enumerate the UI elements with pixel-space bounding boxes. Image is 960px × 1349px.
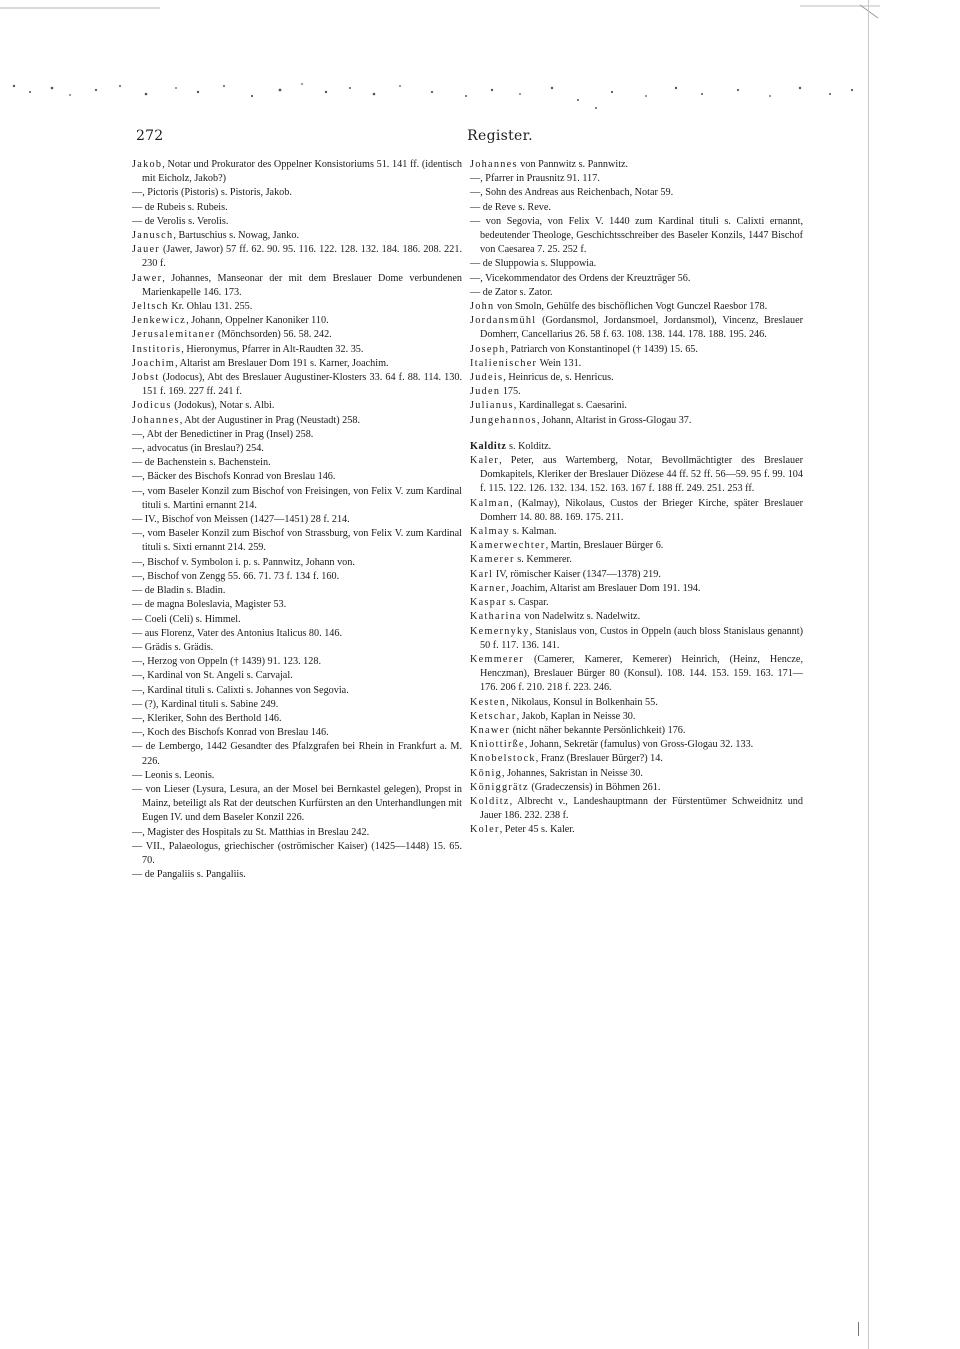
index-entry <box>132 470 462 484</box>
entry-lemma: Kniottirße <box>470 739 525 751</box>
entry-text: , Jakob, Kaplan in Neisse 30. <box>516 710 636 722</box>
entry-lemma: Jenkewicz <box>132 315 187 327</box>
index-entry <box>470 625 803 653</box>
entry-text: — de Bladin s. Bladin. <box>132 585 226 597</box>
entry-lemma: Jakob <box>132 159 163 170</box>
entry-text: — Leonis s. Leonis. <box>132 769 215 781</box>
entry-text: —, vom Baseler Konzil zum Bischof von Strassburg, von Felix V. zum Kardinal tituli s. Sixti ernannt 214. 259. <box>132 528 462 554</box>
scan-edge-line <box>868 0 869 1349</box>
entry-text: — VII., Palaeologus, griechischer (oströmischer Kaiser) (1425—1448) 15. 65. 70. <box>132 840 462 866</box>
index-entry <box>470 653 803 696</box>
entry-text: (Jodocus), Abt des Breslauer Augustiner-Klosters 33. 64 f. 88. 114. 130. 151 f. 169. 227 ff. 241 f. <box>142 372 462 398</box>
entry-text: (Gordansmol, Jordansmoel, Jordansmol), Vincenz, Breslauer Domherr, Cancellarius 26. 58 f. 63. 108. 138. 144. 178. 188. 195. 246. <box>480 315 803 341</box>
index-entry <box>470 596 803 610</box>
index-entry <box>132 343 462 357</box>
index-entry <box>470 497 803 525</box>
entry-text: — Grädis s. Grädis. <box>132 641 214 653</box>
index-entry <box>132 712 462 726</box>
entry-text: — von Lieser (Lysura, Lesura, an der Mosel bei Bernkastel gelegen), Propst in Mainz, beteiligt als Rat der deutschen Kurfürsten an den Unterhandlungen mit Eugen IV. und dem Baseler Konzil 226. <box>132 783 462 824</box>
index-entry <box>132 868 462 882</box>
entry-lemma: Ketschar <box>470 710 517 722</box>
entry-lemma: Knobelstock <box>470 753 536 765</box>
index-entry <box>132 442 462 456</box>
entry-lemma: Juden <box>470 386 501 398</box>
index-entry <box>470 454 803 497</box>
index-entry <box>470 525 803 539</box>
entry-text: —, advocatus (in Breslau?) 254. <box>132 443 264 455</box>
entry-text: — de Reve s. Reve. <box>470 201 551 213</box>
entry-lemma: Katharina <box>470 611 522 623</box>
entry-lemma: Janusch <box>132 230 174 242</box>
index-entry <box>132 769 462 783</box>
entry-text: , Hieronymus, Pfarrer in Alt-Raudten 32. 35. <box>181 343 364 355</box>
index-entry <box>470 710 803 724</box>
index-entry <box>132 726 462 740</box>
entry-text: — de Lembergo, 1442 Gesandter des Pfalzgrafen bei Rhein in Frankfurt a. M. 226. <box>132 741 462 767</box>
entry-text: — de Sluppowia s. Sluppowia. <box>470 258 597 270</box>
entry-lemma: Jerusalemitaner <box>132 329 216 341</box>
index-entry <box>470 795 803 823</box>
entry-lemma: Kalmay <box>470 526 511 538</box>
index-entry <box>470 738 803 752</box>
entry-text: , Peter 45 s. Kaler. <box>499 824 575 836</box>
entry-lemma: Jungehannos <box>470 414 537 426</box>
entry-lemma: Joseph <box>470 343 506 355</box>
entry-text: (Jodokus), Notar s. Albi. <box>171 400 275 412</box>
index-entry <box>470 752 803 766</box>
entry-text: —, Bischof v. Symbolon i. p. s. Pannwitz, Johann von. <box>132 556 355 568</box>
index-entry <box>470 385 803 399</box>
entry-lemma: Kesten <box>470 696 507 708</box>
index-entry <box>132 428 462 442</box>
entry-text: , Johann, Sekretär (famulus) von Gross-Glogau 32. 133. <box>524 739 754 751</box>
entry-text: , Johann, Oppelner Kanoniker 110. <box>186 315 329 327</box>
index-entry <box>132 570 462 584</box>
entry-text: — Coeli (Celi) s. Himmel. <box>132 613 241 625</box>
entry-lemma: Kalditz <box>470 440 507 452</box>
entry-text: , Abt der Augustiner in Prag (Neustadt) 258. <box>179 414 360 426</box>
index-entry <box>470 314 803 342</box>
entry-lemma: Kōnig <box>470 767 502 779</box>
entry-lemma: Kolditz <box>470 795 510 807</box>
entry-text: —, Abt der Benedictiner in Prag (Insel) 258. <box>132 428 314 440</box>
entry-text: , Heinricus de, s. Henricus. <box>503 372 614 384</box>
entry-lemma: Karl <box>470 568 494 580</box>
entry-lemma: Kaler <box>470 455 500 467</box>
index-entry <box>470 272 803 286</box>
entry-lemma: Joachim <box>132 357 176 369</box>
entry-lemma: Karner <box>470 582 507 594</box>
index-entry <box>132 201 462 215</box>
index-entry <box>470 257 803 271</box>
entry-lemma: Italienischer <box>470 357 538 369</box>
entry-text: , Notar und Prokurator des Oppelner Konsistoriums 51. 141 ff. (identisch mit Eicholz, Jakob?) <box>142 159 462 185</box>
entry-lemma: Jobst <box>132 372 160 384</box>
entry-lemma: Jodicus <box>132 400 172 412</box>
scan-noise-band <box>0 0 960 140</box>
index-entry <box>470 767 803 781</box>
index-entry <box>132 243 462 271</box>
index-entry <box>470 568 803 582</box>
entry-text: , Stanislaus von, Custos in Oppeln (auch bloss Stanislaus genannt) 50 f. 117. 136. 141. <box>480 625 803 651</box>
entry-text: (nicht näher bekannte Persönlichkeit) 176. <box>510 724 686 736</box>
entry-text: von Pannwitz s. Pannwitz. <box>517 159 629 170</box>
entry-text: , Patriarch von Konstantinopel († 1439) 15. 65. <box>505 343 698 355</box>
entry-text: s. Caspar. <box>506 597 549 609</box>
entry-lemma: Koler <box>470 824 500 836</box>
index-entry <box>132 158 462 186</box>
index-entry <box>470 357 803 371</box>
entry-text: — (?), Kardinal tituli s. Sabine 249. <box>132 698 279 710</box>
index-entry <box>132 655 462 669</box>
entry-text: (Gradeczensis) in Böhmen 261. <box>528 781 661 793</box>
entry-text: —, Kardinal tituli s. Calixti s. Johannes von Segovia. <box>132 684 349 696</box>
index-entry <box>132 840 462 868</box>
entry-lemma: Knawer <box>470 724 511 736</box>
entry-lemma: Jordansmühl <box>470 315 537 327</box>
index-entry <box>132 186 462 200</box>
index-entry <box>132 399 462 413</box>
entry-text: s. Kalman. <box>510 526 557 538</box>
index-entry <box>132 527 462 555</box>
index-entry <box>470 286 803 300</box>
entry-lemma: Johannes <box>132 414 180 426</box>
entry-text: — de Bachenstein s. Bachenstein. <box>132 457 271 469</box>
entry-text: von Smoln, Gehülfe des bischöflichen Vogt Gunczel Raesbor 178. <box>494 301 768 313</box>
entry-lemma: Julianus <box>470 400 514 412</box>
entry-lemma: Kaspar <box>470 597 507 609</box>
entry-text: , Johannes, Manseonar der mit dem Breslauer Dome verbundenen Marienkapelle 146. 173. <box>142 272 462 298</box>
entry-text: — aus Florenz, Vater des Antonius Italicus 80. 146. <box>132 627 343 639</box>
index-entry <box>470 343 803 357</box>
entry-text: , Kardinallegat s. Caesarini. <box>513 400 627 412</box>
entry-text: —, Kardinal von St. Angeli s. Carvajal. <box>132 670 293 682</box>
index-entry <box>132 584 462 598</box>
index-entry <box>132 485 462 513</box>
entry-text: s. Kolditz. <box>506 440 552 452</box>
index-entry <box>132 641 462 655</box>
entry-lemma: Kamerer <box>470 554 515 566</box>
entry-text: —, Vicekommendator des Ordens der Kreuzträger 56. <box>470 272 691 284</box>
entry-text: Wein 131. <box>537 357 582 369</box>
entry-lemma: Königgrätz <box>470 781 529 793</box>
entry-text: — de Verolis s. Verolis. <box>132 215 229 227</box>
entry-lemma: Judeis <box>470 372 504 384</box>
entry-text: , Bartuschius s. Nowag, Janko. <box>173 230 299 242</box>
index-entry <box>132 328 462 342</box>
entry-text: , Johannes, Sakristan in Neisse 30. <box>501 767 643 779</box>
entry-text: — de magna Boleslavia, Magister 53. <box>132 599 287 611</box>
entry-lemma: John <box>470 301 495 313</box>
entry-text: —, vom Baseler Konzil zum Bischof von Freisingen, von Felix V. zum Kardinal tituli s. Martini ernannt 214. <box>132 485 462 511</box>
entry-text: , Martin, Breslauer Bürger 6. <box>545 540 664 552</box>
index-entry <box>470 696 803 710</box>
index-entry <box>470 539 803 553</box>
index-entry <box>132 684 462 698</box>
entry-text: —, Pictoris (Pistoris) s. Pistoris, Jakob. <box>132 187 292 199</box>
entry-text: , Franz (Breslauer Bürger?) 14. <box>535 753 663 765</box>
index-entry <box>132 598 462 612</box>
index-entry <box>132 740 462 768</box>
entry-text: —, Herzog von Oppeln († 1439) 91. 123. 128. <box>132 656 322 668</box>
entry-text: —, Koch des Bischofs Konrad von Breslau 146. <box>132 727 329 739</box>
entry-text: , Altarist am Breslauer Dom 191 s. Karner, Joachim. <box>175 357 389 369</box>
index-entry <box>470 186 803 200</box>
index-entry <box>132 556 462 570</box>
index-entry <box>470 610 803 624</box>
index-entry <box>470 414 803 428</box>
index-entry <box>470 371 803 385</box>
entry-lemma: Jeltsch <box>132 301 169 313</box>
index-entry <box>470 300 803 314</box>
index-entry <box>470 724 803 738</box>
index-entry <box>470 172 803 186</box>
running-title: Register. <box>467 128 533 144</box>
entry-text: , Nikolaus, Konsul in Bolkenhain 55. <box>506 696 658 708</box>
entry-lemma: Johannes <box>470 159 518 170</box>
entry-lemma: Kemernyky <box>470 625 530 637</box>
index-entry <box>132 826 462 840</box>
index-entry <box>132 698 462 712</box>
index-entry <box>132 229 462 243</box>
entry-text: , (Kalmay), Nikolaus, Custos der Brieger Kirche, später Breslauer Domherr 14. 80. 88. 169. 175. 211. <box>480 497 803 523</box>
index-entry <box>470 158 803 172</box>
entry-text: — IV., Bischof von Meissen (1427—1451) 28 f. 214. <box>132 514 350 526</box>
index-entry <box>132 300 462 314</box>
index-entry <box>132 414 462 428</box>
entry-text: (Camerer, Kamerer, Kemerer) Heinrich, (Heinz, Hencze, Henczman), Breslauer Bürger 80 (Konsul). 108. 144. 153. 159. 163. 171—176. 206 f. 210. 218 f. 223. 246. <box>480 653 803 694</box>
index-entry <box>132 513 462 527</box>
index-entry <box>132 627 462 641</box>
index-entry <box>132 272 462 300</box>
entry-text: —, Kleriker, Sohn des Berthold 146. <box>132 712 282 724</box>
index-entry <box>132 314 462 328</box>
index-entry <box>470 553 803 567</box>
entry-text: von Nadelwitz s. Nadelwitz. <box>521 611 641 623</box>
index-entry <box>470 215 803 258</box>
entry-text: —, Pfarrer in Prausnitz 91. 117. <box>470 173 600 185</box>
entry-text: , Johann, Altarist in Gross-Glogau 37. <box>536 414 692 426</box>
index-entry <box>470 440 803 454</box>
entry-text: —, Bischof von Zengg 55. 66. 71. 73 f. 134 f. 160. <box>132 570 340 582</box>
entry-lemma: Kalman <box>470 497 511 509</box>
entry-text: , Peter, aus Wartemberg, Notar, Bevollmächtigter des Breslauer Domkapitels, Kleriker der Breslauer Diözese 44 ff. 52 ff. 56—59. 95 f. 99. 104 f. 115. 122. 126. 132. 134. 152. 163. 167 f. 188 ff. 249. 251. 253 ff. <box>480 455 803 495</box>
index-column-left <box>132 158 462 882</box>
entry-text: —, Magister des Hospitals zu St. Matthias in Breslau 242. <box>132 826 370 838</box>
entry-text: — von Segovia, von Felix V. 1440 zum Kardinal tituli s. Calixti ernannt, bedeutender Theologe, Geschichtsschreiber des Baseler Konzils, 1447 Bischof von Caesarea 7. 25. 252 f. <box>470 215 803 256</box>
index-entry <box>132 371 462 399</box>
entry-lemma: Kamerwechter <box>470 540 546 552</box>
index-entry <box>132 783 462 826</box>
index-entry <box>470 201 803 215</box>
index-entry <box>470 399 803 413</box>
entry-text: — de Rubeis s. Rubeis. <box>132 201 228 213</box>
entry-text: —, Bäcker des Bischofs Konrad von Breslau 146. <box>132 471 336 483</box>
entry-lemma: Jawer <box>132 272 163 284</box>
index-entry <box>132 456 462 470</box>
entry-text: (Jawer, Jawor) 57 ff. 62. 90. 95. 116. 122. 128. 132. 184. 186. 208. 221. 230 f. <box>142 244 462 270</box>
entry-lemma: Jauer <box>132 244 160 256</box>
entry-lemma: Kemmerer <box>470 653 524 665</box>
entry-text: , Joachim, Altarist am Breslauer Dom 191. 194. <box>506 582 701 594</box>
page-number: 272 <box>136 128 164 144</box>
index-entry <box>132 669 462 683</box>
index-entry <box>132 357 462 371</box>
scan-corner-mark <box>858 1322 859 1336</box>
entry-text: 175. <box>500 386 521 398</box>
entry-text: (Mönchsorden) 56. 58. 242. <box>215 329 332 341</box>
index-entry <box>470 582 803 596</box>
index-entry <box>470 781 803 795</box>
entry-lemma: Institoris <box>132 343 182 355</box>
entry-text: — de Zator s. Zator. <box>470 286 553 298</box>
entry-text: — de Pangaliis s. Pangaliis. <box>132 869 246 881</box>
entry-text: Kr. Ohlau 131. 255. <box>168 301 253 313</box>
entry-text: , Albrecht v., Landeshauptmann der Fürstentümer Schweidnitz und Jauer 186. 232. 238 f. <box>480 795 803 822</box>
entry-text: s. Kemmerer. <box>514 554 572 566</box>
entry-text: —, Sohn des Andreas aus Reichenbach, Notar 59. <box>470 187 674 199</box>
entry-text: IV, römischer Kaiser (1347—1378) 219. <box>493 568 661 580</box>
index-entry <box>132 215 462 229</box>
index-column-right <box>470 158 803 838</box>
index-entry <box>470 823 803 837</box>
index-entry <box>132 613 462 627</box>
